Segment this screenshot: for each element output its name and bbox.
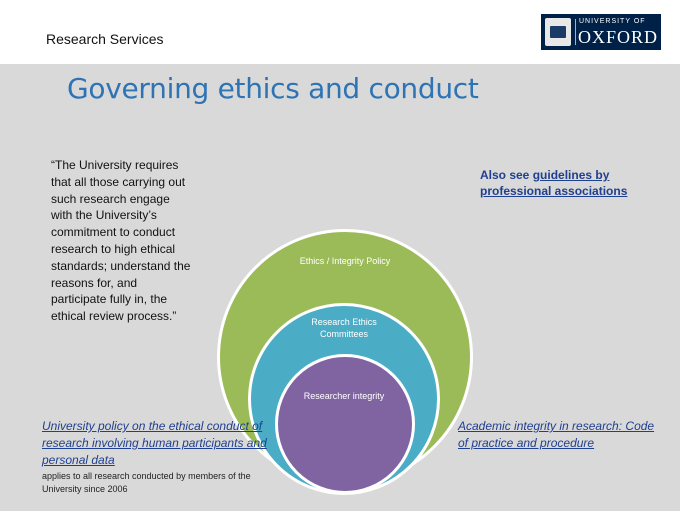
crest-icon xyxy=(545,18,571,46)
logo-divider xyxy=(575,19,576,45)
also-see-text xyxy=(480,167,640,199)
logo-university-of: UNIVERSITY OF xyxy=(579,18,646,25)
university-quote: “The University requires that all those carrying out such research engage with the University’s commitment to conduct research to high ethical standards; understand the reasons for, and participate fully in, the ethical review process.” xyxy=(51,158,191,324)
header-title: Research Services xyxy=(46,31,164,47)
slide-area xyxy=(0,64,680,511)
slide-title: Governing ethics and conduct xyxy=(67,72,479,105)
inner-circle-label: Researcher integrity xyxy=(303,391,385,401)
academic-integrity-link[interactable]: Academic integrity in research: Code of practice and procedure xyxy=(458,419,655,450)
inner-circle-researcher-integrity xyxy=(275,354,415,494)
outer-circle-label: Ethics / Integrity Policy xyxy=(299,256,391,266)
oxford-logo[interactable] xyxy=(541,14,661,50)
logo-oxford: OXFORD xyxy=(578,27,659,47)
also-see-prefix: Also see xyxy=(480,168,533,182)
university-policy-link[interactable]: University policy on the ethical conduct of research involving human participants and personal data xyxy=(42,419,267,467)
middle-circle-label: Research Ethics Committees xyxy=(311,317,377,339)
policy-note: applies to all research conducted by members of the University since 2006 xyxy=(42,471,251,494)
header-bar xyxy=(0,0,680,64)
professional-guidelines-link[interactable]: guidelines by professional associations xyxy=(480,168,628,198)
